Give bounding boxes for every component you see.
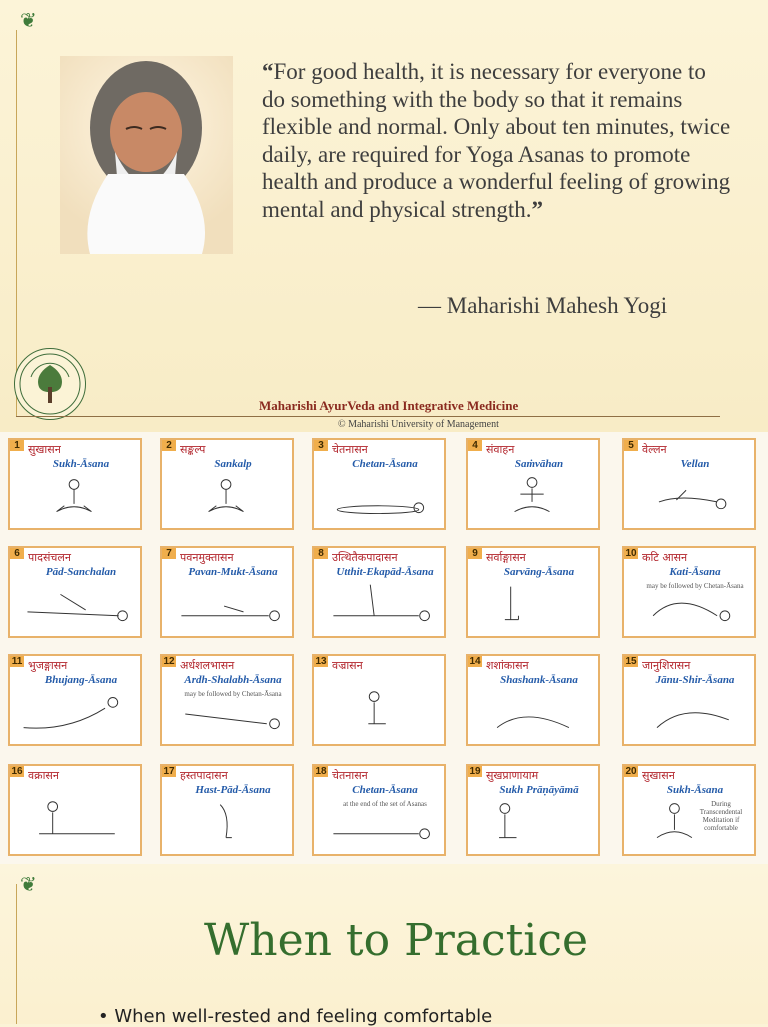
pose-card-8 bbox=[312, 546, 446, 638]
pose-latin-name: Saṁvāhan bbox=[514, 458, 564, 470]
pose-number: 8 bbox=[314, 548, 328, 559]
pose-latin-name: Chetan-Āsana bbox=[352, 458, 418, 470]
portrait bbox=[60, 56, 233, 254]
bullet-text: When well-rested and feeling comfortable bbox=[114, 1006, 493, 1027]
pose-card-16 bbox=[8, 764, 142, 856]
pose-hindi-name: शशांकासन bbox=[486, 659, 529, 672]
pose-card-1 bbox=[8, 438, 142, 530]
pose-number: 9 bbox=[468, 548, 482, 559]
pose-hindi-name: सुखासन bbox=[642, 769, 675, 782]
pose-card-17 bbox=[160, 764, 294, 856]
pose-hindi-name: सुखप्राणायाम bbox=[486, 769, 539, 782]
pose-latin-name: Bhujang-Āsana bbox=[44, 674, 118, 686]
pose-figure bbox=[624, 800, 754, 850]
pose-number: 7 bbox=[162, 548, 176, 559]
pose-figure bbox=[624, 690, 754, 740]
pose-hindi-name: भुजङ्गासन bbox=[28, 659, 68, 672]
pose-number: 18 bbox=[315, 766, 327, 777]
university-seal bbox=[14, 348, 86, 420]
pose-figure bbox=[10, 582, 140, 632]
pose-latin-name: Sukh-Āsana bbox=[666, 784, 724, 796]
pose-latin-name: Kati-Āsana bbox=[669, 566, 721, 578]
pose-number: 11 bbox=[11, 656, 23, 667]
pose-hindi-name: वज्रासन bbox=[332, 659, 363, 672]
bullet-item: • When well-rested and feeling comfortable bbox=[98, 1006, 493, 1027]
pose-figure bbox=[314, 690, 444, 740]
pose-card-12 bbox=[160, 654, 294, 746]
pose-hindi-name: वेल्लन bbox=[642, 443, 667, 456]
pose-figure bbox=[162, 582, 292, 632]
leaf-icon: ❦ bbox=[20, 872, 37, 896]
pose-card-13 bbox=[312, 654, 446, 746]
pose-figure bbox=[314, 800, 444, 850]
pose-latin-name: Sarvāng-Āsana bbox=[503, 566, 575, 578]
pose-number: 3 bbox=[314, 440, 328, 451]
pose-number: 1 bbox=[10, 440, 24, 451]
pose-hindi-name: सङ्कल्प bbox=[180, 443, 206, 456]
pose-latin-name: Vellan bbox=[680, 458, 710, 470]
pose-hindi-name: हस्तपादासन bbox=[180, 769, 228, 782]
pose-figure bbox=[624, 474, 754, 524]
pose-hindi-name: कटि आसन bbox=[642, 551, 688, 564]
pose-number: 6 bbox=[10, 548, 24, 559]
pose-card-3 bbox=[312, 438, 446, 530]
pose-latin-name: Pavan-Mukt-Āsana bbox=[188, 566, 278, 578]
pose-hindi-name: चेतनासन bbox=[332, 769, 368, 782]
pose-latin-name: Chetan-Āsana bbox=[352, 784, 418, 796]
pose-figure bbox=[314, 474, 444, 524]
pose-card-9 bbox=[466, 546, 600, 638]
pose-number: 15 bbox=[625, 656, 637, 667]
pose-card-15 bbox=[622, 654, 756, 746]
pose-card-19 bbox=[466, 764, 600, 856]
pose-hindi-name: चेतनासन bbox=[332, 443, 368, 456]
pose-number: 16 bbox=[11, 766, 23, 777]
pose-figure bbox=[468, 582, 598, 632]
pose-latin-name: Hast-Pād-Āsana bbox=[195, 784, 271, 796]
pose-card-6 bbox=[8, 546, 142, 638]
pose-number: 10 bbox=[625, 548, 637, 559]
pose-latin-name: Sukh Prāṇāyāmā bbox=[499, 784, 579, 796]
pose-hindi-name: संवाहन bbox=[486, 443, 515, 456]
pose-hindi-name: अर्धशलभासन bbox=[180, 659, 235, 672]
pose-hindi-name: जानुशिरासन bbox=[642, 659, 691, 672]
pose-card-11 bbox=[8, 654, 142, 746]
pose-figure bbox=[468, 690, 598, 740]
pose-figure bbox=[10, 800, 140, 850]
pose-latin-name: Ardh-Shalabh-Āsana bbox=[184, 674, 282, 686]
pose-latin-name: Sankalp bbox=[214, 458, 252, 470]
pose-hindi-name: पवनमुक्तासन bbox=[180, 551, 234, 564]
pose-number: 17 bbox=[163, 766, 175, 777]
pose-card-18 bbox=[312, 764, 446, 856]
pose-note: may be followed by Chetan-Āsana bbox=[646, 582, 744, 590]
pose-note: During Transcendental Meditation if comfortable bbox=[699, 800, 743, 832]
pose-hindi-name: सुखासन bbox=[28, 443, 61, 456]
pose-card-2 bbox=[160, 438, 294, 530]
pose-number: 19 bbox=[469, 766, 481, 777]
pose-card-10 bbox=[622, 546, 756, 638]
pose-note: may be followed by Chetan-Āsana bbox=[184, 690, 282, 698]
open-quote-mark: “ bbox=[262, 59, 274, 84]
pose-figure bbox=[624, 582, 754, 632]
pose-figure bbox=[162, 690, 292, 740]
pose-latin-name: Pād-Sanchalan bbox=[45, 566, 117, 578]
pose-figure bbox=[162, 474, 292, 524]
title-rule bbox=[16, 416, 720, 417]
pose-latin-name: Shashank-Āsana bbox=[500, 674, 578, 686]
page-title: Maharishi AyurVeda and Integrative Medicine bbox=[259, 398, 519, 413]
pose-hindi-name: सर्वाङ्गासन bbox=[486, 551, 526, 564]
pose-latin-name: Utthit-Ekapād-Āsana bbox=[336, 566, 434, 578]
pose-latin-name: Jānu-Shir-Āsana bbox=[655, 674, 735, 686]
pose-number: 2 bbox=[162, 440, 176, 451]
pose-number: 20 bbox=[625, 766, 637, 777]
pose-card-7 bbox=[160, 546, 294, 638]
copyright-text: © Maharishi University of Management bbox=[338, 419, 499, 430]
seal-graphic bbox=[15, 349, 85, 419]
pose-hindi-name: पादसंचलन bbox=[28, 551, 71, 564]
pose-figure bbox=[10, 474, 140, 524]
pose-hindi-name: वक्रासन bbox=[28, 769, 59, 782]
leaf-icon: ❦ bbox=[20, 8, 37, 32]
quote-block bbox=[262, 58, 732, 223]
pose-number: 13 bbox=[315, 656, 327, 667]
section-title: When to Practice bbox=[204, 915, 589, 966]
vine-line bbox=[16, 884, 17, 1024]
pose-figure bbox=[10, 690, 140, 740]
portrait-illustration bbox=[60, 56, 233, 254]
quote-author: — Maharishi Mahesh Yogi bbox=[418, 293, 668, 318]
pose-card-4 bbox=[466, 438, 600, 530]
pose-note: at the end of the set of Asanas bbox=[343, 800, 427, 808]
pose-number: 5 bbox=[624, 440, 638, 451]
pose-hindi-name: उत्थितैकपादासन bbox=[332, 551, 398, 564]
pose-latin-name: Sukh-Āsana bbox=[52, 458, 110, 470]
pose-figure bbox=[468, 800, 598, 850]
asana-poster bbox=[0, 432, 768, 864]
pose-number: 14 bbox=[469, 656, 481, 667]
pose-figure bbox=[314, 582, 444, 632]
pose-figure bbox=[468, 474, 598, 524]
pose-number: 4 bbox=[468, 440, 482, 451]
pose-card-14 bbox=[466, 654, 600, 746]
quote-slide bbox=[0, 0, 768, 432]
pose-figure bbox=[162, 800, 292, 850]
quote-text: For good health, it is necessary for everyone to do something with the body so that it remains flexible and normal. Only about ten minutes, twice daily, are required for Yoga Asanas to promote health and produce a wonderful feeling of growing mental and physical strength. bbox=[262, 59, 731, 222]
pose-card-5 bbox=[622, 438, 756, 530]
close-quote-mark: ” bbox=[531, 196, 544, 222]
pose-number: 12 bbox=[163, 656, 175, 667]
pose-card-20 bbox=[622, 764, 756, 856]
